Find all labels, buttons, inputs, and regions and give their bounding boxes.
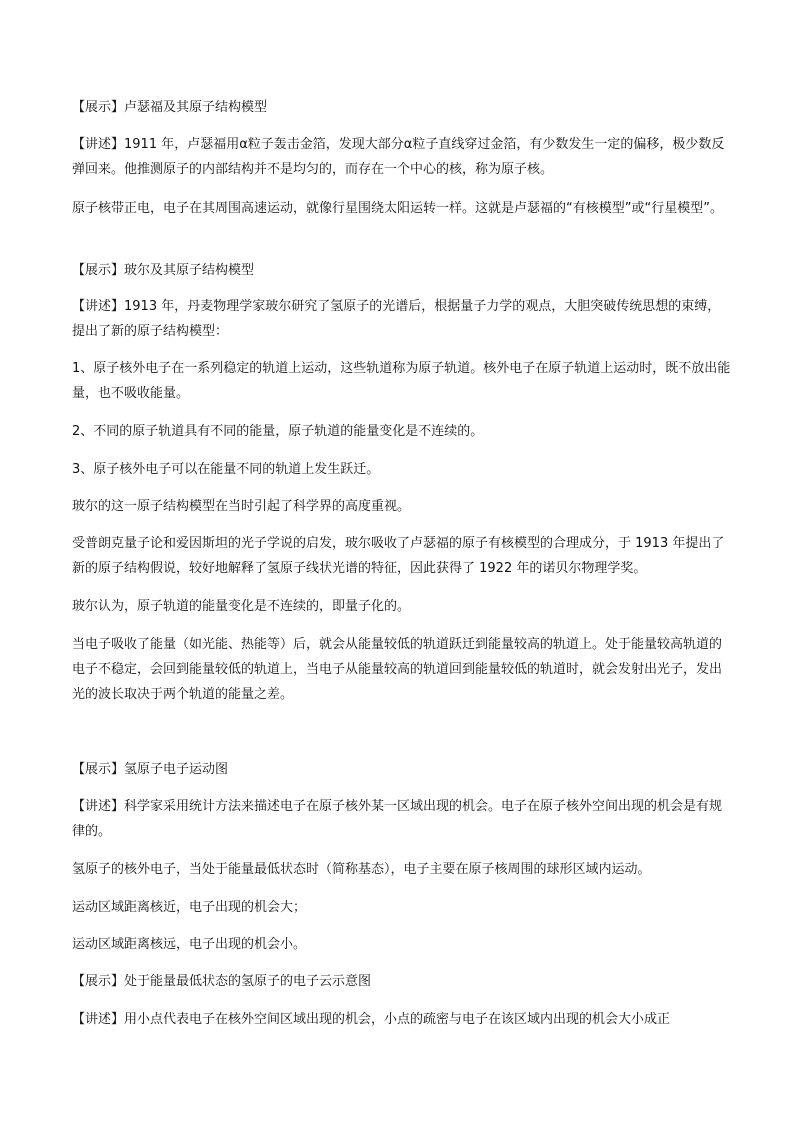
paragraph-point-1 bbox=[72, 356, 732, 406]
paragraph-text: 氢原子的核外电子，当处于能量最低状态时（简称基态），电子主要在原子核周围的球形区域内运动。 bbox=[72, 862, 651, 877]
paragraph-transition bbox=[72, 632, 732, 707]
paragraph-text: 玻尔及其原子结构模型 bbox=[124, 263, 255, 278]
paragraph-show-cloud bbox=[72, 969, 732, 994]
paragraph-lecture-rutherford bbox=[72, 132, 732, 182]
paragraph-far bbox=[72, 932, 732, 957]
paragraph-text: 当电子吸收了能量（如光能、热能等）后，就会从能量较低的轨道跃迁到能量较高的轨道上。处于能量较高轨道的电子不稳定，会回到能量较低的轨道上，当电子从能量较高的轨道回到能量较低的轨道时，就会发射出光子，发出光的波长取决于两个轨道的能量之差。 bbox=[72, 637, 723, 702]
paragraph-text: 卢瑟福及其原子结构模型 bbox=[124, 100, 268, 115]
paragraph-text: 1913 年，丹麦物理学家玻尔研究了氢原子的光谱后，根据量子力学的观点，大胆突破传统思想的束缚，提出了新的原子结构模型： bbox=[72, 299, 721, 339]
paragraph-text: 1、原子核外电子在一系列稳定的轨道上运动，这些轨道称为原子轨道。核外电子在原子轨道上运动时，既不放出能量，也不吸收能量。 bbox=[72, 361, 731, 401]
paragraph-lecture-bohr bbox=[72, 294, 732, 344]
paragraph-text: 运动区域距离核远，电子出现的机会小。 bbox=[72, 937, 307, 952]
paragraph-text: 处于能量最低状态的氢原子的电子云示意图 bbox=[124, 974, 372, 989]
paragraph-text: 受普朗克量子论和爱因斯坦的光子学说的启发，玻尔吸收了卢瑟福的原子有核模型的合理成分，于 1913 年提出了新的原子结构假说，较好地解释了氢原子线状光谱的特征，因此获得了 1922 年的诺贝尔物理学奖。 bbox=[72, 536, 725, 576]
paragraph-text: 科学家采用统计方法来描述电子在原子核外某一区域出现的机会。电子在原子核外空间出现的机会是有规律的。 bbox=[72, 799, 723, 839]
show-tag: 【展示】 bbox=[72, 100, 125, 115]
show-tag: 【展示】 bbox=[72, 263, 125, 278]
paragraph-nucleus bbox=[72, 196, 732, 221]
lecture-tag: 【讲述】 bbox=[72, 299, 125, 314]
paragraph-point-2 bbox=[72, 419, 732, 444]
paragraph-text: 运动区域距离核近，电子出现的机会大； bbox=[72, 900, 307, 915]
paragraph-show-hydrogen bbox=[72, 757, 732, 782]
paragraph-point-3 bbox=[72, 457, 732, 482]
paragraph-bohr-nobel bbox=[72, 531, 732, 581]
paragraph-lecture-dots bbox=[72, 1007, 732, 1032]
paragraph-lecture-statistics bbox=[72, 794, 732, 844]
paragraph-show-rutherford bbox=[72, 95, 732, 120]
lecture-tag: 【讲述】 bbox=[72, 799, 125, 814]
paragraph-near bbox=[72, 895, 732, 920]
paragraph-text: 玻尔认为，原子轨道的能量变化是不连续的，即量子化的。 bbox=[72, 599, 411, 614]
paragraph-bohr-attention bbox=[72, 494, 732, 519]
lecture-tag: 【讲述】 bbox=[72, 137, 125, 152]
paragraph-text: 1911 年，卢瑟福用α粒子轰击金箔，发现大部分α粒子直线穿过金箔，有少数发生一定的偏移，极少数反弹回来。他推测原子的内部结构并不是均匀的，而存在一个中心的核，称为原子核。 bbox=[72, 137, 725, 177]
paragraph-text: 玻尔的这一原子结构模型在当时引起了科学界的高度重视。 bbox=[72, 499, 411, 514]
show-tag: 【展示】 bbox=[72, 762, 125, 777]
paragraph-show-bohr bbox=[72, 258, 732, 283]
paragraph-ground-state bbox=[72, 857, 732, 882]
show-tag: 【展示】 bbox=[72, 974, 125, 989]
paragraph-text: 氢原子电子运动图 bbox=[124, 762, 229, 777]
paragraph-text: 用小点代表电子在核外空间区域出现的机会，小点的疏密与电子在该区域内出现的机会大小成正 bbox=[124, 1012, 671, 1027]
lecture-tag: 【讲述】 bbox=[72, 1012, 125, 1027]
paragraph-text: 2、不同的原子轨道具有不同的能量，原子轨道的能量变化是不连续的。 bbox=[72, 424, 484, 439]
paragraph-text: 原子核带正电，电子在其周围高速运动，就像行星围绕太阳运转一样。这就是卢瑟福的“有核模型”或“行星模型”。 bbox=[72, 201, 723, 216]
paragraph-quantized bbox=[72, 594, 732, 619]
paragraph-text: 3、原子核外电子可以在能量不同的轨道上发生跃迁。 bbox=[72, 462, 380, 477]
